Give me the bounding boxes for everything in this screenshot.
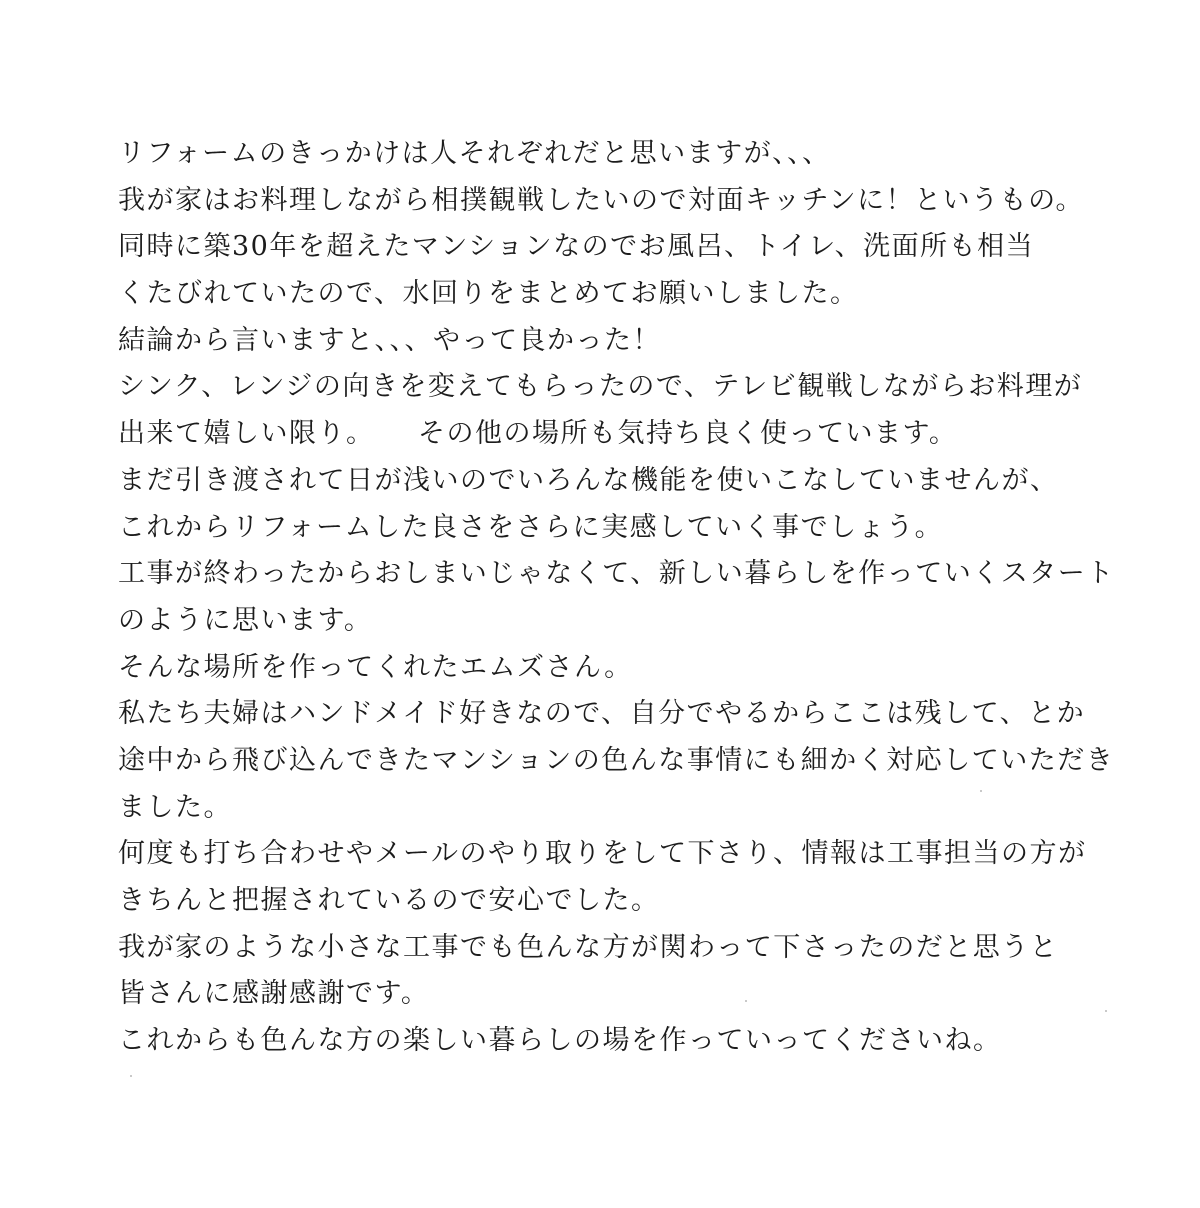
letter-line: きちんと把握されているので安心でした。 [118,885,660,916]
letter-line: 何度も打ち合わせやメールのやり取りをして下さり、情報は工事担当の方が [118,838,1087,870]
letter-line: 我が家のような小さな工事でも色んな方が関わって下さったのだと思うと [118,931,1059,963]
letter-line: ました。 [118,791,232,823]
scan-speck [1105,1010,1107,1012]
scan-speck [980,790,982,792]
letter-body [118,131,1118,1065]
letter-line: 工事が終わったからおしまいじゃなくて、新しい暮らしを作っていくスタート [118,558,1115,590]
letter-line: 結論から言いますと、、、やって良かった！ [118,324,661,356]
letter-line: 同時に築30年を超えたマンションなのでお風呂、トイレ、洗面所も相当 [118,231,1035,263]
letter-line: これからリフォームした良さをさらに実感していく事でしょう。 [118,511,944,543]
letter-line: のように思います。 [118,604,373,636]
letter-line: 出来て嬉しい限り。 その他の場所も気持ち良く使っています。 [118,418,958,450]
letter-line: これからも色んな方の楽しい暮らしの場を作っていってくださいね。 [118,1025,1002,1057]
scan-speck [130,1075,132,1077]
letter-line: リフォームのきっかけは人それぞれだと思いますが、、、 [118,138,831,169]
letter-line: 私たち夫婦はハンドメイド好きなので、自分でやるからここは残して、とか [118,698,1086,730]
letter-line: まだ引き渡されて日が浅いのでいろんな機能を使いこなしていませんが、 [118,464,1059,496]
letter-line: 皆さんに感謝感謝です。 [118,978,430,1010]
letter-line: シンク、レンジの向きを変えてもらったので、テレビ観戦しながらお料理が [118,371,1083,403]
letter-line: 我が家はお料理しながら相撲観戦したいので対面キッチンに！というもの。 [118,184,1085,216]
letter-line: 途中から飛び込んできたマンションの色んな事情にも細かく対応していただき [118,744,1115,776]
letter-line: そんな場所を作ってくれたエムズさん。 [118,651,633,683]
letter-line: くたびれていたので、水回りをまとめてお願いしました。 [118,278,859,310]
scan-speck [745,1000,747,1002]
